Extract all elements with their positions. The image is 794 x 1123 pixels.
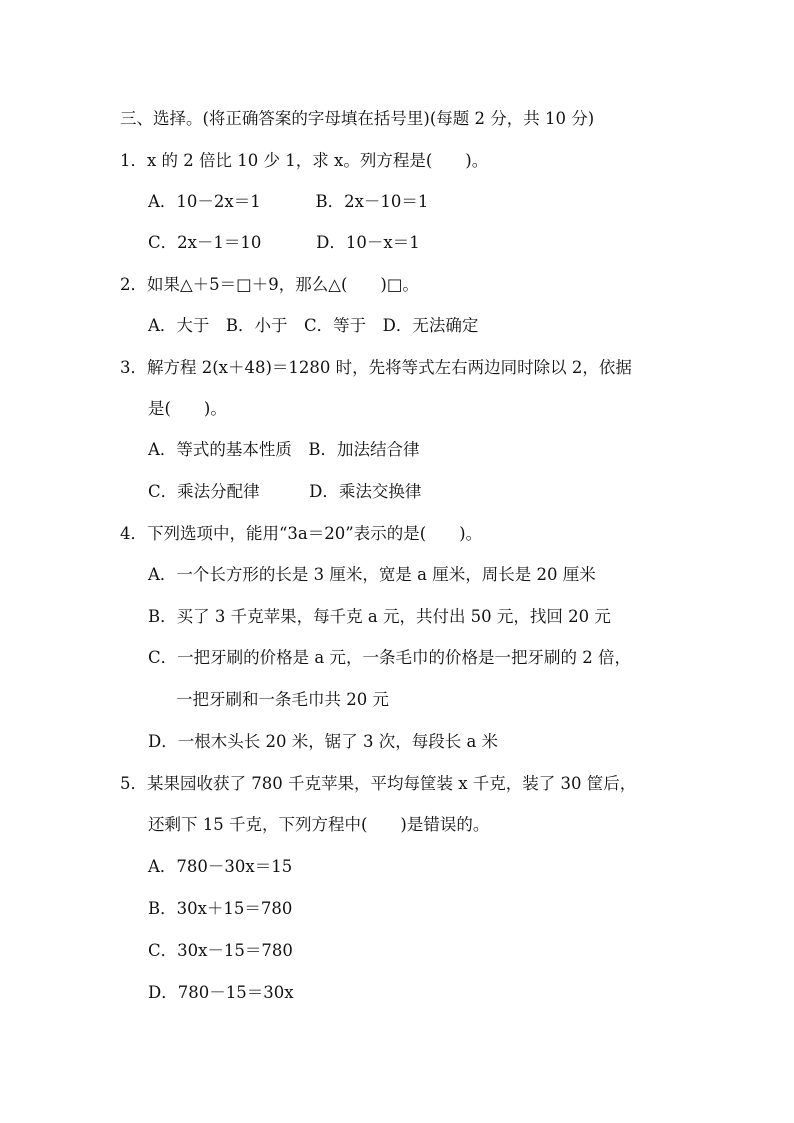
- question-3-stem: 3．解方程 2(x＋48)＝1280 时，先将等式左右两边同时除以 2，依据: [120, 358, 632, 377]
- question-3-options-cd: C．乘法分配律 D．乘法交换律: [148, 482, 422, 501]
- question-5-stem-continued: 还剩下 15 千克，下列方程中( )是错误的。: [148, 815, 490, 834]
- question-4-option-c-continued: 一把牙刷和一条毛巾共 20 元: [176, 690, 389, 709]
- question-5-option-d: D．780－15＝30x: [148, 983, 294, 1002]
- question-5-option-b: B．30x＋15＝780: [148, 899, 293, 918]
- question-5-option-a: A．780－30x＝15: [148, 857, 293, 876]
- question-3-options-ab: A．等式的基本性质 B．加法结合律: [148, 440, 420, 459]
- section-heading: 三、选择。(将正确答案的字母填在括号里)(每题 2 分，共 10 分): [120, 109, 595, 128]
- question-4-option-c: C．一把牙刷的价格是 a 元，一条毛巾的价格是一把牙刷的 2 倍，: [148, 648, 631, 667]
- question-4-stem: 4．下列选项中，能用“3a＝20”表示的是( )。: [120, 524, 483, 543]
- question-2-stem: 2．如果△＋5＝□＋9，那么△( )□。: [120, 275, 419, 294]
- question-3-stem-continued: 是( )。: [148, 399, 227, 418]
- question-1-stem: 1．x 的 2 倍比 10 少 1，求 x。列方程是( )。: [120, 151, 489, 170]
- question-5-stem: 5．某果园收获了 780 千克苹果，平均每筐装 x 千克，装了 30 筐后，: [120, 774, 637, 793]
- question-5-option-c: C．30x－15＝780: [148, 941, 293, 960]
- question-4-option-a: A．一个长方形的长是 3 厘米，宽是 a 厘米，周长是 20 厘米: [148, 565, 596, 584]
- question-2-options: A．大于 B．小于 C．等于 D．无法确定: [148, 316, 479, 335]
- question-4-option-b: B．买了 3 千克苹果，每千克 a 元，共付出 50 元，找回 20 元: [148, 607, 611, 626]
- question-4-option-d: D．一根木头长 20 米，锯了 3 次，每段长 a 米: [148, 732, 499, 751]
- question-1-options-cd: C．2x－1＝10 D．10－x＝1: [148, 233, 420, 252]
- question-1-options-ab: A．10－2x＝1 B．2x－10＝1: [148, 192, 429, 211]
